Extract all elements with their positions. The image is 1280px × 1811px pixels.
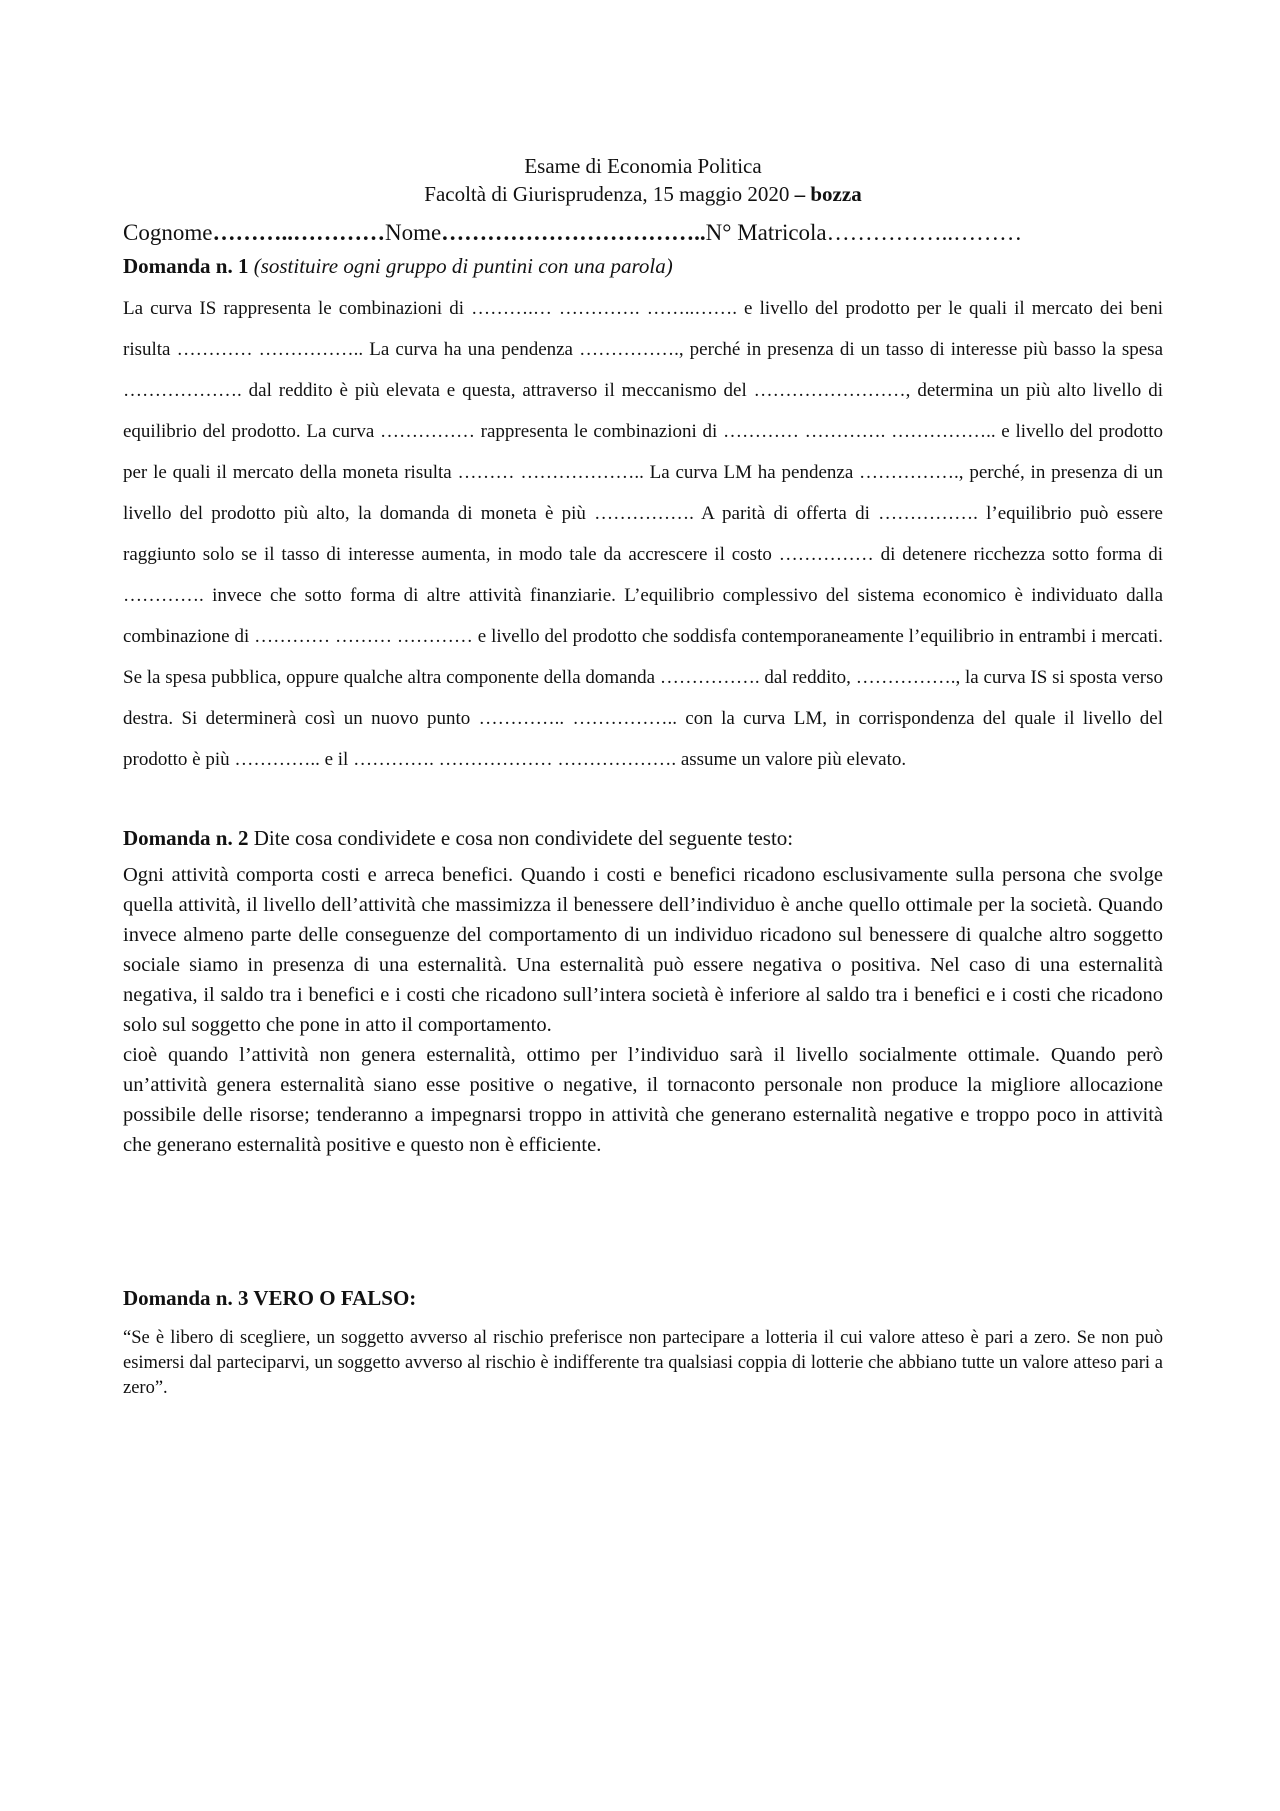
question-2-number: Domanda n. 2 [123,826,249,850]
exam-header [123,152,1163,208]
question-2-text [123,860,1163,1160]
name-field: …………………………….. [441,220,706,245]
exam-page [123,152,1163,1401]
question-2-paragraph-2: cioè quando l’attività non genera esternalità, ottimo per l’individuo sarà il livello socialmente ottimale. Quando però un’attività genera esternalità siano esse positive o negative, il tornaconto personale non produce la migliore allocazione possibile delle risorse; tenderanno a impegnarsi troppo in attività che generano esternalità negative e troppo poco in attività che generano esternalità positive e questo non è efficiente. [123,1044,1163,1156]
surname-field: ………..………… [212,220,385,245]
question-3-title: Domanda n. 3 VERO O FALSO: [123,1286,417,1310]
question-2-paragraph-1: Ogni attività comporta costi e arreca benefici. Quando i costi e benefici ricadono esclusivamente sulla persona che svolge quella attività, il livello dell’attività che massimizza il benessere dell’individuo è anche quello ottimale per la società. Quando invece almeno parte delle conseguenze del comportamento di un individuo ricadono sul benessere di qualche altro soggetto sociale siamo in presenza di una esternalità. Una esternalità può essere negativa o positiva. Nel caso di una esternalità negativa, il saldo tra i benefici e i costi che ricadono sull’intera società è inferiore al saldo tra i benefici e i costi che ricadono solo sul soggetto che pone in atto il comportamento. [123,864,1163,1036]
name-label: Nome [384,220,442,245]
exam-title: Esame di Economia Politica [524,154,762,178]
exam-subtitle [123,180,1163,208]
matricola-field: ……………..……… [826,220,1023,245]
question-1-paragraph: La curva IS rappresenta le combinazioni di ……….… …………. ……..……. e livello del prodotto per le quali il mercato dei beni risulta ………… …………….. La curva ha una pendenza ……………., perché in presenza di un tasso di interesse più basso la spesa ………………. dal reddito è più elevata e questa, attraverso il meccanismo del ……………………, determina un più alto livello di equilibrio del prodotto. La curva …………… rappresenta le combinazioni di ………… …………. …………….. e livello del prodotto per le quali il mercato della moneta risulta ……… ……………….. La curva LM ha pendenza ……………., perché, in presenza di un livello del prodotto più alto, la domanda di moneta è più ……………. A parità di offerta di ……………. l’equilibrio può essere raggiunto solo se il tasso di interesse aumenta, in modo tale da accrescere il costo …………… di detenere ricchezza sotto forma di …………. invece che sotto forma di altre attività finanziarie. L’equilibrio complessivo del sistema economico è individuato dalla combinazione di ………… ……… ………… e livello del prodotto che soddisfa contemporaneamente l’equilibrio in entrambi i mercati. Se la spesa pubblica, oppure qualche altra componente della domanda ……………. dal reddito, ……………., la curva IS si sposta verso destra. Si determinerà così un nuovo punto ………….. …………….. con la curva LM, in corrispondenza del quale il livello del prodotto è più ………….. e il …………. ……………… ………………. assume un valore più elevato. [123,298,1163,770]
draft-label: – bozza [794,182,862,206]
question-1-instruction: (sostituire ogni gruppo di puntini con una parola) [248,254,673,278]
question-2-title [123,824,1163,852]
question-3-text: “Se è libero di scegliere, un soggetto avverso al rischio preferisce non partecipare a lotteria il cui valore atteso è pari a zero. Se non può esimersi dal parteciparvi, un soggetto avverso al rischio è indifferente tra qualsiasi coppia di lotterie che abbiano tutte un valore atteso pari a zero”. [123,1328,1163,1398]
question-1-number: Domanda n. 1 [123,254,249,278]
question-1-title [123,252,1163,280]
question-1-text [123,288,1163,780]
student-info-line [123,218,1163,248]
surname-label: Cognome [123,220,213,245]
question-2-prompt: Dite cosa condividete e cosa non condividete del seguente testo: [248,826,794,850]
exam-faculty-date: Facoltà di Giurisprudenza, 15 maggio 2020 [424,182,795,206]
matricola-label: N° Matricola [705,220,827,245]
